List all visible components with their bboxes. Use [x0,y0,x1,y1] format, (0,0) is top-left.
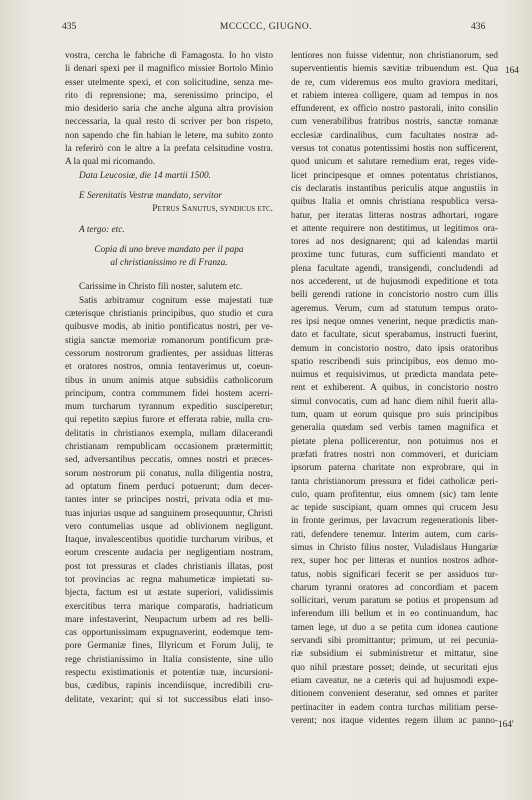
running-title: MCCCCC, GIUGNO. [219,22,313,32]
left-column-line: Data Leucosiæ, die 14 martii 1500. [79,170,211,181]
right-column-line: cum venerabilibus fratribus nostris, sanctæ romanæ [291,117,498,128]
left-column-line: et oratores nostros, omnia tentaverimus ut, coeun- [65,362,273,373]
left-column-line: tuas injurias usque ad sanguinem prosequuntur, Christi [65,508,273,519]
right-column-line: batur, per iteratas litteras nostras adhortari, rogare [291,210,498,221]
left-column-line: Itaque, invalescentibus quotidie turcharum viribus, et [65,535,273,546]
left-column-line: Satis arbitramur cognitum esse majestati tuæ [79,295,273,306]
left-column-line: bus, cædibus, rapinis incendiisque, incredibili cru- [65,681,273,692]
right-column-line: verent; nos itaque videntes regem illum ac panno- [291,715,498,726]
right-column-line: nuimus et requisivimus, ut prædicta mandata pete- [291,370,498,381]
right-column-line: servandi sibi promittantur; primum, ut rei pecunia- [291,636,498,647]
left-column-line: li denari spexi per il magnifico missier Bortolo Minio [65,64,273,75]
right-column-line: inferendum illi bellum et in eo continuandum, hac [291,609,498,620]
right-column-line: rati, defendere tenemur. Interim autem, cum caris- [291,529,498,540]
left-column-line: respectu existimationis et potentiæ tuæ, incursioni- [65,668,273,679]
left-column-line: sed, adversantibus peccatis, omnes nostri et præces- [65,455,273,466]
right-column-line: et attente requirere non destitimus, ut legitimos ora- [291,223,498,234]
left-column-line: principum, contra communem fidei hostem acerri- [65,388,273,399]
left-column-line: ad optatum finem perduci potuerunt; dum decer- [65,481,273,492]
right-column-line: cis declaratis instantibus periculis atque angustiis in [291,183,498,194]
right-column-line: pietate plena pollicerentur, non potuimus nos et [291,436,498,447]
spacer [65,217,273,224]
right-column-line: ac tepide suscipiant, quam omnes qui crucem Jesu [291,503,498,514]
spacer [65,237,273,244]
right-column-line: generalia quædam sed verbis tamen magnifica et [291,423,498,434]
left-column-line: tibus in unum animis atque subsidiis catholicorum [65,375,273,386]
right-column-line: simul convocatis, cum ad hanc diem nihil fuerit alla- [291,396,498,407]
right-column-line: quod unicum et salutare remedium erat, reges vide- [291,157,498,168]
left-column-line: rege christianissimo in Italia consistente, sine ullo [65,654,273,665]
right-column-line: rent et exhiberent. A quibus, in concistorio nostro [291,383,498,394]
right-column-line: demum in concistorio nostro, dato ipsis oratoribus [291,343,498,354]
right-column-line: tores ad nos designarent; qui ad kalendas martii [291,237,498,248]
right-column-line: præfati fratres nostri non commoveri, et duriciam [291,449,498,460]
right-column-line: riæ subsidium ei subministretur et mittatur, sine [291,649,498,660]
page-number-right: 436 [471,22,486,32]
left-column-line: mio desiderio saria che anche alguna altra provision [65,104,273,115]
right-column-line: charum tyranni oratores ad concordiam et pacem [291,582,498,593]
margin-note-bottom: 164' [498,720,514,730]
left-column-line: non sapendo che fin habian le letere, ma subito zonto [65,130,273,141]
right-column-line: dato et facultate, sicut sperabamus, instructi fuerint, [291,330,498,341]
left-column [65,50,273,707]
right-column-line: de re, cum videremus eos multo graviora meditari, [291,77,498,88]
left-column-line: A tergo: etc. [79,224,125,235]
left-column-line: mum turcharum tyrannum expeditio susciperetur; [65,402,273,413]
left-column-line: christianam rempublicam occasionem prætermittit; [65,442,273,453]
left-column-line: E Serenitatis Vestræ mandato, servitor [79,190,222,201]
right-column-line: proxime tunc futuras, cum sufficienti mandato et [291,250,498,261]
left-column-line: esser utelmente spexi, et con solicitudine, senza me- [65,77,273,88]
right-column-line: et rabiem interea colligere, quam ad tempus in nos [291,90,498,101]
right-column-line: effunderent, ex officio nostro pastorali, inito consilio [291,104,498,115]
left-column-line: delitate, vexarint; qui si tot successibus elati inso- [65,694,273,705]
right-column-line: pertinaciter in eadem contra turchas militiam perse- [291,702,498,713]
left-column-line: tantes inter se principes nostri, privata odia et mu- [65,495,273,506]
left-column-line: al christianissimo re di Franza. [110,258,228,269]
right-column-line: ecclesiæ cardinalibus, cum facultates nostræ ad- [291,130,498,141]
left-column-line: Petrus Sanutus, syndicus etc. [152,204,273,215]
left-column-line: quibusve modis, ab initio pontificatus nostri, per ve- [65,322,273,333]
left-column-line: stigia sanctæ memoriæ romanorum pontificum præ- [65,335,273,346]
right-column [291,50,498,728]
right-column-line: spatio rescribendi suis principibus, eos denuo mo- [291,356,498,367]
right-column-line: lentiores non fuisse videntur, non christianorum, sed [291,51,498,61]
left-column-line: qui repetito sæpius furore et efferata rabie, nulla cru- [65,415,273,426]
left-column-line: rito di reprensione; ma, serenissimo principo, el [65,90,273,101]
left-column-line: pore Germaniæ fines, Illyricum et Forum Julij, te [65,641,273,652]
right-column-line: ipsorum paterna charitate non exprobrare, qui in [291,463,498,474]
right-column-line: culo, quam profitentur, eius omnem (sic) tam lente [291,489,498,500]
left-column-line: exercitibus terra marique comparatis, hadriaticum [65,601,273,612]
right-column-line: plena facultate agendi, transigendi, concludendi ad [291,263,498,274]
left-column-line: eorum crescente audacia per negligentiam nostram, [65,548,273,559]
left-column-line: Copia di uno breve mandato per il papa [94,244,244,255]
right-column-line: sollicitari, verum paratum se potius et propensum ad [291,596,498,607]
left-column-line: post tot pressuras et clades christianis illatas, post [65,561,273,572]
left-column-line: Carissime in Christo fili noster, salutem etc. [79,282,243,293]
spacer [65,183,273,190]
left-column-line: cæterisque christianis principibus, quo studio et cura [65,309,273,320]
right-column-line: simus in Christo filius noster, Vuladislaus Hungariæ [291,542,498,553]
right-column-line: etiam caveatur, ne a cæteris qui ad hujusmodi expe- [291,675,498,686]
right-column-line: tanta christianorum pressura et fidei catholicæ peri- [291,476,498,487]
right-column-line: tum, quam ut eorum quisque pro suis principibus [291,410,498,421]
right-column-line: quo nihil præstare posset; deinde, ut securitati ejus [291,662,498,673]
left-column-line: sorum nostrorum pii conatus, nulla diligentia nostra, [65,468,273,479]
right-column-line: rex, super hoc per litteras et nuntios nostros adhor- [291,556,498,567]
left-column-line: vero contumelias usque ad oblivionem negligunt. [65,521,273,532]
spacer [65,270,273,281]
page-number-left: 435 [62,22,77,32]
right-column-line: in fronte gerimus, per lavacrum regenerationis liber- [291,516,498,527]
page-header [0,22,532,38]
left-column-line: vostra, cercha le fabriche di Famagosta. Io ho visto [65,51,273,61]
left-column-line: la referirò con le altre a la prefata celsitudine vostra. [65,144,273,155]
right-column-line: superventientis hiemis sævitiæ tribuendum est. Qua [291,64,498,75]
right-column-line: nos accederent, ut de hujusmodi expeditione et tota [291,277,498,288]
right-column-line: quibus Italia et omnis christiana respublica versa- [291,197,498,208]
right-column-line: ditionem convenient deseratur, sed omnes et pariter [291,689,498,700]
right-column-line: licet principesque et omnes potentatus christianos, [291,170,498,181]
right-column-line: tamen lege, ut duo a se petita cum idonea cautione [291,622,498,633]
left-column-line: bjecta, factum est ut æstate superiori, validissimis [65,588,273,599]
right-column-line: belli gerendi ratione in concistorio nostro cum illis [291,290,498,301]
right-column-line: tatus, nobis significari fecerit se per assiduos tur- [291,569,498,580]
right-column-line: versus tot conatus potentissimi hostis non sufficerent, [291,144,498,155]
left-column-line: mare infestaverint, Neupactum urbem ad res belli- [65,614,273,625]
margin-note-top: 164 [505,66,519,76]
left-column-line: cas opportunissimam expugnaverint, eodemque tem- [65,628,273,639]
left-column-line: cessorum nostrorum gradientes, per assiduas litteras [65,348,273,359]
right-column-line: res ipsi neque omnes venerint, neque prædictis man- [291,316,498,327]
left-column-line: A la qual mi ricomando. [65,157,156,168]
left-column-line: tot provincias ac regna mahumeticæ impietati su- [65,574,273,585]
right-column-line: ageremus. Verum, cum ad statutum tempus orato- [291,303,498,314]
left-column-line: delitatis in christianos exempla, nullam dilacerandi [65,428,273,439]
left-column-line: neccessaria, la qual resto di scriver per bon rispeto, [65,117,273,128]
